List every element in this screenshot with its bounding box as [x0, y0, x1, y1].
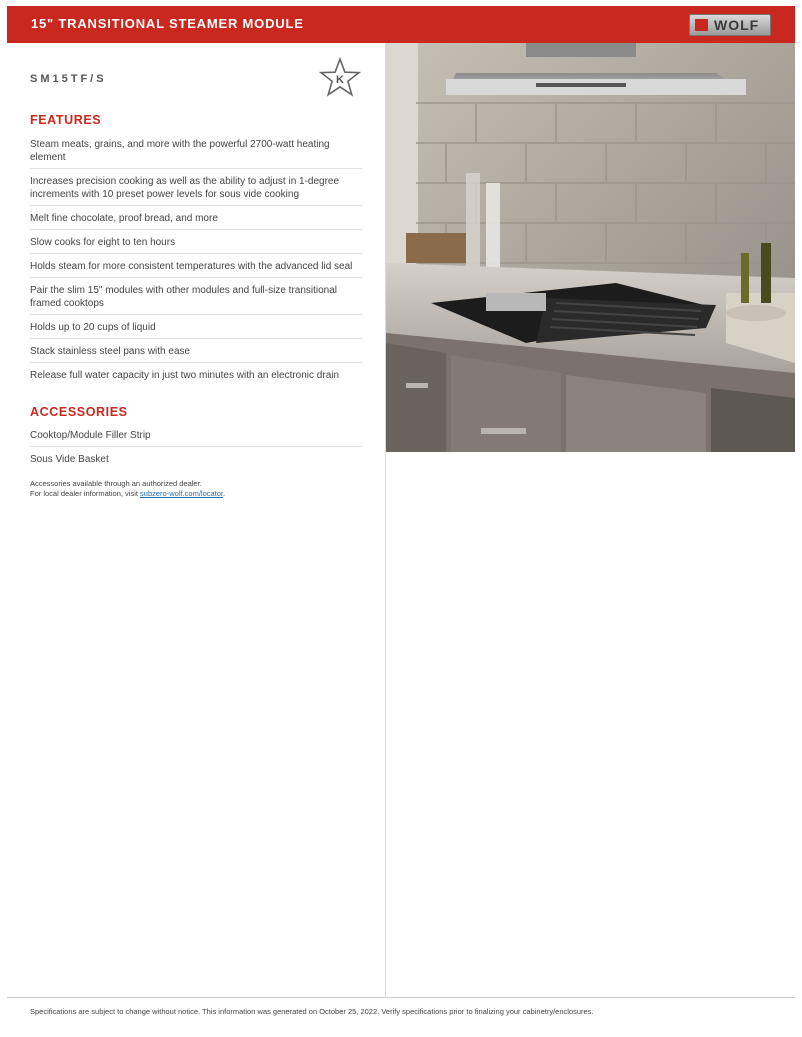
- feature-item: Holds steam for more consistent temperatures with the advanced lid seal: [30, 254, 362, 278]
- kitchen-scene-image: [386, 43, 795, 452]
- feature-item: Pair the slim 15" modules with other modules and full-size transitional framed cooktops: [30, 278, 362, 315]
- note-line-1: Accessories available through an authorized dealer.: [30, 479, 202, 488]
- footer-divider: [7, 997, 795, 998]
- note-prefix: For local dealer information, visit: [30, 489, 141, 498]
- features-list: [30, 132, 362, 386]
- feature-item: Stack stainless steel pans with ease: [30, 339, 362, 363]
- logo-mark-icon: [695, 19, 708, 31]
- feature-item: Holds up to 20 cups of liquid: [30, 315, 362, 339]
- footer-disclaimer: Specifications are subject to change without notice. This information was generated on October 25, 2022. Verify specifications prior to finalizing your cabinetry/enclosures.: [30, 1007, 594, 1016]
- feature-item: Melt fine chocolate, proof bread, and more: [30, 206, 362, 230]
- header-bar: [7, 6, 795, 43]
- feature-item: Release full water capacity in just two minutes with an electronic drain: [30, 370, 340, 381]
- feature-item: Increases precision cooking as well as the ability to adjust in 1-degree increments with 10 preset power levels for sous vide cooking: [30, 169, 362, 206]
- product-photo: [386, 43, 795, 452]
- badge-letter: K: [336, 74, 344, 86]
- accessories-note: [30, 479, 225, 499]
- accessory-item: Cooktop/Module Filler Strip: [30, 423, 362, 447]
- wolf-logo: [689, 14, 771, 36]
- accessories-heading: ACCESSORIES: [30, 405, 128, 419]
- accessories-list: [30, 423, 362, 470]
- model-number: SM15TF/S: [30, 73, 107, 85]
- kosher-star-icon: [319, 57, 361, 99]
- page-title: 15" TRANSITIONAL STEAMER MODULE: [31, 16, 304, 31]
- feature-item: Steam meats, grains, and more with the powerful 2700-watt heating element: [30, 132, 362, 169]
- logo-text: WOLF: [714, 17, 760, 33]
- dealer-locator-link[interactable]: subzero-wolf.com/locator: [140, 489, 223, 498]
- accessory-item: Sous Vide Basket: [30, 454, 109, 465]
- note-line-2: [30, 489, 225, 499]
- note-suffix: .: [223, 489, 226, 498]
- feature-item: Slow cooks for eight to ten hours: [30, 230, 362, 254]
- features-heading: FEATURES: [30, 113, 102, 127]
